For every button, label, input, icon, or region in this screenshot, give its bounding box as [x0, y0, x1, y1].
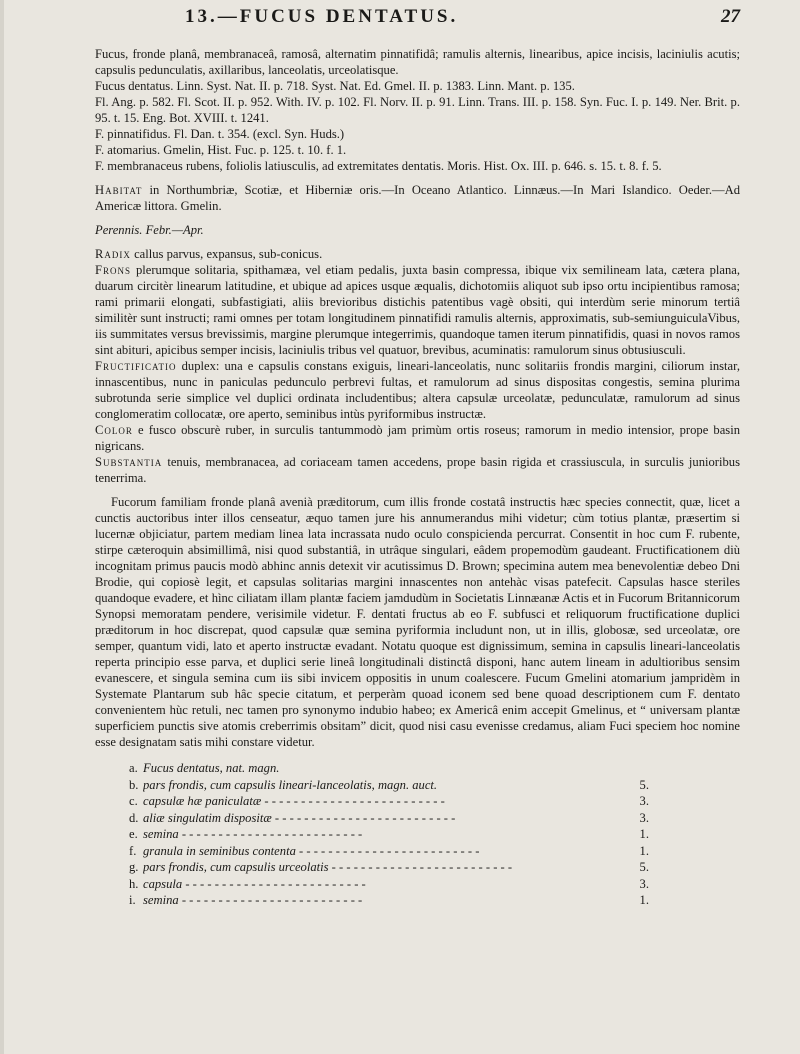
legend-magnification: 1.	[639, 893, 649, 907]
legend-magnification: 1.	[639, 827, 649, 841]
legend-magnification: 3.	[639, 794, 649, 808]
legend-row	[129, 793, 649, 810]
legend-row	[129, 876, 649, 893]
discussion-paragraph: Fucorum familiam fronde planâ avenià præditorum, cum illis fronde costatâ instructis hæc species connectit, quæ, licet a cunctis auctoribus inter illos censeatur, æquo tamen jure his annumerandus mihi videtur; cùm totius plantæ, præsertim si lucernæ objiciatur, partem mediam linea lata incrassata nudo oculo conspicienda percurrat. Consentit in hoc cum F. rubente, stirpe cæteroquin absimillimâ, nisi quod substantiâ, in utrâque singulari, eâdem propemodùm gaudeant. Fructificationem diù incognitam primus paucis modò abhinc annis detexit vir acutissimus D. Brown; specimina autem mea benevolentiæ debeo Dni Brodie, qui copiosè legit, et capsulas solitarias margini innascentes non antehàc visas patefecit. Capsulas hasce steriles quandoque evadere, et hìnc ciliatam illam plantæ faciem jamdudùm in Societatis Linnæanæ Actis et in Fucorum Britannicorum Synopsi memoratam pendere, verisimile videtur. F. dentati fructus ab eo F. subfusci et reliquorum fructificatione duplici præditorum in hoc discrepat, quod capsulæ quæ semina pyriformia includunt non, ut in illis, globosæ, sed urceolatæ, ore semper, quantum vidi, lato et aperto instructæ evadant. Notatu quoque est dignissimum, semina in capsulis lineari-lanceolatis reperta principio esse parva, et duplici serie lineâ longitudinali distinctâ disponi, hanc autem lineam in adultioribus sensim evanescere, et singula semina cum iis sibi invicem oppositis in unum coalescere. Fucum Gmelini atomarium jampridèm in Systemate Plantarum sub hâc specie citatum, et perperàm quoad iconem sed bene quoad descriptionem cum F. dentato convenientem hùc retuli, nec tamen pro synonymo indubio habeo; ex Americâ enim accepit Gmelinus, et “ universam plantæ superficiem punctis sive atomis creberrimis obsitam” dicit, quod nisi casu evenisse credamus, aliam Fuci speciem hoc nomine esse designatam satis mihi constare videtur.	[95, 495, 740, 749]
description-fructificatio	[95, 358, 740, 422]
legend-description: pars frondis, cum capsulis lineari-lanceolatis, magn. auct.	[143, 777, 438, 792]
habitat-label: Habitat	[95, 183, 143, 197]
diagnosis: Fucus, fronde planâ, membranaceâ, ramosâ, alternatim pinnatifidâ; ramulis alternis, linearibus, apice incisis, laciniulis acutis; capsulis pedunculatis, axillaribus, lanceolatis, urceolatisque.	[95, 47, 740, 77]
legend-description: semina - - -	[143, 892, 599, 909]
legend-row	[129, 777, 649, 794]
description-label: Radix	[95, 247, 131, 261]
legend-letter: e.	[129, 827, 138, 841]
description-label: Substantia	[95, 455, 163, 469]
legend-row	[129, 810, 649, 827]
description-label: Frons	[95, 263, 132, 277]
synonym-line: F. membranaceus rubens, foliolis latiusculis, ad extremitates dentatis. Moris. Hist. Ox. III. p. 646. s. 15. t. 8. f. 5.	[95, 159, 662, 173]
description-frons	[95, 262, 740, 358]
habitat-paragraph	[95, 182, 740, 214]
legend-description: aliæ singulatim dispositæ - - -	[143, 810, 599, 827]
page-edge	[0, 0, 4, 1054]
legend-letter: f.	[129, 843, 137, 858]
legend-magnification: 5.	[639, 777, 649, 792]
legend-description: capsulæ hæ paniculatæ - - -	[143, 793, 599, 810]
legend-letter: d.	[129, 810, 139, 825]
legend-row	[129, 760, 649, 777]
synonym-line: F. pinnatifidus. Fl. Dan. t. 354. (excl. Syn. Huds.)	[95, 127, 345, 141]
description-label: Fructificatio	[95, 359, 177, 373]
habitat-text: in Northumbriæ, Scotiæ, et Hiberniæ oris.—In Oceano Atlantico. Linnæus.—In Mari Islandico. Oeder.—Ad Americæ littora. Gmelin.	[95, 183, 740, 213]
perennis-line: Perennis. Febr.—Apr.	[95, 223, 204, 237]
description-substantia	[95, 454, 740, 486]
synonym-line: Fucus dentatus. Linn. Syst. Nat. II. p. 718. Syst. Nat. Ed. Gmel. II. p. 1383. Linn. Mant. p. 135.	[95, 79, 575, 93]
description-text: plerumque solitaria, spithamæa, vel etiam pedalis, juxta basin compressa, ibique vix semilineam lata, cætera plana, duarum circitèr linearum latitudine, et ubique ad apices usque æqualis, dichotomiis aliquot sub ipso ortu incipientibus ramosa; rami primarii elongati, subfastigiati, aliis brevioribus distichis patentibus vagè obsiti, qui interdùm serie minorum tertiâ similitèr sunt instructi; rami omnes per totam longitudinem pinnatifidi ramulis alternis, approximatis, sub-semiunguiculaVibus, iis summitates versus brevissimis, margine plerumque integerrimis, quandoque tamen iterum pinnatifidis, quasi in novos ramos sint abituri, apicibus semper incisis, laciniulis tribus vel quatuor, brevibus, acuminatis: ramulorum sinus obtusiusculi.	[95, 263, 740, 357]
synonym-line: F. atomarius. Gmelin, Hist. Fuc. p. 125. t. 10. f. 1.	[95, 143, 347, 157]
legend-letter: i.	[129, 893, 136, 907]
description-section	[95, 246, 740, 486]
legend-row	[129, 892, 649, 909]
legend-row	[129, 843, 649, 860]
page-number: 27	[721, 6, 740, 27]
description-color	[95, 422, 740, 454]
legend-letter: a.	[129, 761, 138, 775]
legend-description: Fucus dentatus, nat. magn.	[143, 761, 280, 775]
legend-letter: h.	[129, 876, 139, 891]
page-header	[95, 6, 740, 46]
plate-legend	[129, 760, 649, 909]
legend-description: pars frondis, cum capsulis urceolatis - - -	[143, 859, 599, 876]
legend-row	[129, 859, 649, 876]
description-text: tenuis, membranacea, ad coriaceam tamen accedens, prope basin rigida et crassiuscula, in surculis junioribus tenerrima.	[95, 455, 740, 485]
legend-letter: b.	[129, 777, 139, 792]
legend-magnification: 3.	[639, 810, 649, 825]
legend-description: semina - - -	[143, 826, 599, 843]
legend-magnification: 1.	[639, 843, 649, 858]
legend-letter: c.	[129, 794, 138, 808]
legend-magnification: 5.	[639, 860, 649, 874]
legend-row	[129, 826, 649, 843]
legend-magnification	[599, 760, 649, 777]
description-text: duplex: una e capsulis constans exiguis, lineari-lanceolatis, nunc solitariis frondis margini, ciliorum instar, innascentibus, nunc in paniculas pedunculo perbrevi fultas, et ramulorum ad sinus dispositas congestis, semina plurima subrotunda serie simplice vel duplici ordinata includentibus; altera capsulæ urceolatæ, pedunculatæ, ramulorum ad sinus conglomeratim collocatæ, ore aperto, seminibus intùs pyriformibus instructæ.	[95, 359, 740, 421]
description-label: Color	[95, 423, 133, 437]
synonymy-section	[95, 46, 740, 174]
description-text: e fusco obscurè ruber, in surculis tantummodò jam primùm ortis roseus; ramorum in medio intensior, prope basin nigricans.	[95, 423, 740, 453]
description-radix	[95, 246, 740, 262]
legend-description: granula in seminibus contenta - - -	[143, 843, 599, 860]
legend-letter: g.	[129, 860, 139, 874]
legend-description: capsula - - -	[143, 876, 599, 893]
legend-magnification: 3.	[639, 876, 649, 891]
page-title: 13.—FUCUS DENTATUS.	[185, 6, 459, 27]
description-text: callus parvus, expansus, sub-conicus.	[134, 247, 323, 261]
synonym-line: Fl. Ang. p. 582. Fl. Scot. II. p. 952. With. IV. p. 102. Fl. Norv. II. p. 91. Linn. Trans. III. p. 158. Syn. Fuc. I. p. 149. Ner. Brit. p. 95. t. 15. Eng. Bot. XVIII. t. 1241.	[95, 95, 740, 125]
